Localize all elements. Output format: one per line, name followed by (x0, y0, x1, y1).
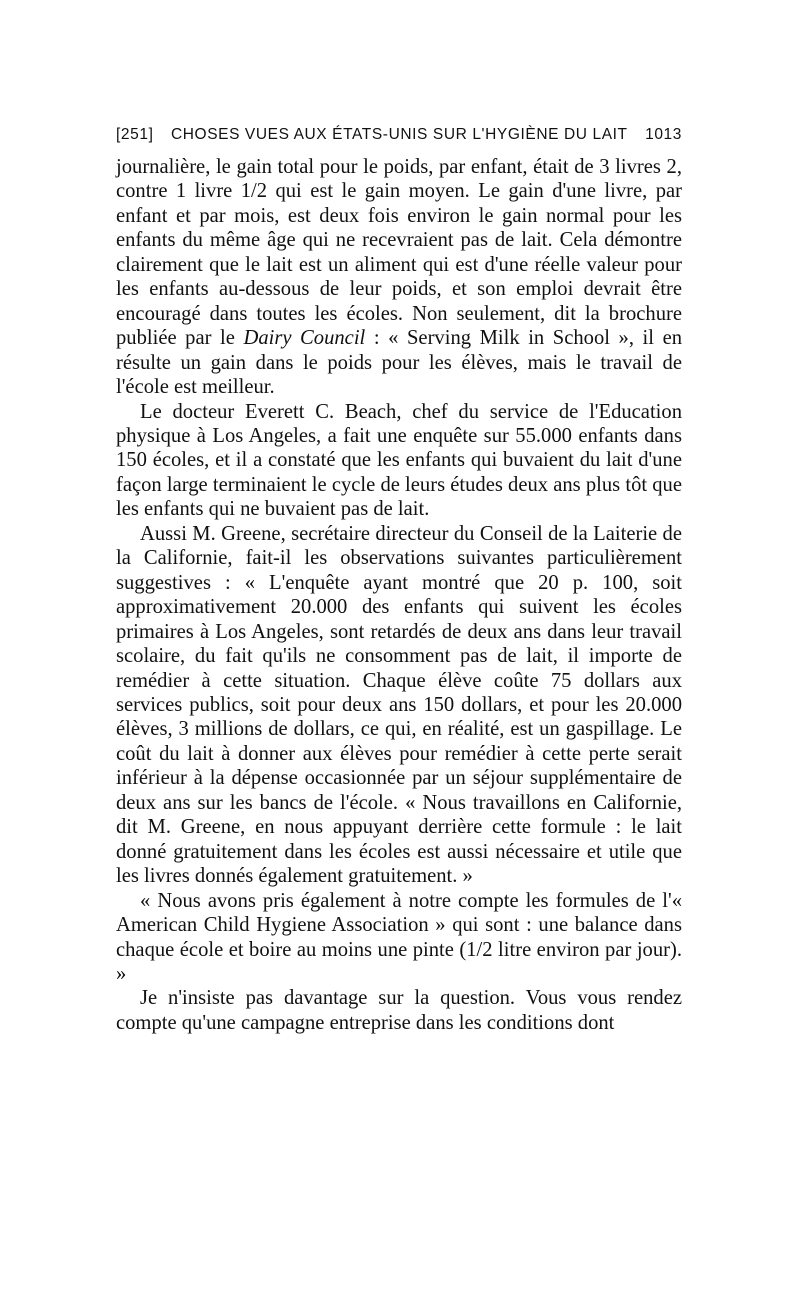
paragraph-2: Le docteur Everett C. Beach, chef du service de l'Education physique à Los Angeles, a fait une enquête sur 55.000 enfants dans 150 écoles, et il a constaté que les enfants qui buvaient du lait d'une façon large terminaient le cycle de leurs études deux ans plus tôt que les enfants qui ne buvaient pas de lait. (116, 400, 682, 521)
section-reference: [251] (116, 126, 154, 143)
paragraph-1 (116, 155, 682, 400)
paragraph-1-text-end: : « Serving Milk in School », il en résulte un gain dans le poids pour les élèves, mais le travail de l'école est meilleur. (116, 327, 683, 399)
paragraph-5: Je n'insiste pas davantage sur la question. Vous vous rendez compte qu'une campagne entreprise dans les conditions dont (116, 987, 682, 1034)
body-text (116, 155, 682, 1035)
dairy-council-title: Dairy Council (243, 327, 366, 350)
running-header (116, 126, 682, 144)
paragraph-3: Aussi M. Greene, secrétaire directeur du Conseil de la Laiterie de la Californie, fait-il les observations suivantes particulièrement suggestives : « L'enquête ayant montré que 20 p. 100, soit approximativement 20.000 des enfants qui suivent les écoles primaires à Los Angeles, sont retardés de deux ans dans leur travail scolaire, du fait qu'ils ne consomment pas de lait, il importe de remédier à cette situation. Chaque élève coûte 75 dollars aux services publics, soit pour deux ans 150 dollars, et pour les 20.000 élèves, 3 millions de dollars, ce qui, en réalité, est un gaspillage. Le coût du lait à donner aux élèves pour remédier à cette perte serait inférieur à la dépense occasionnée par un séjour supplémentaire de deux ans sur les bancs de l'école. « Nous travaillons en Californie, dit M. Greene, en nous appuyant derrière cette formule : le lait donné gratuitement dans les écoles est aussi nécessaire et utile que les livres donnés également gratuitement. » (116, 522, 682, 888)
running-title: CHOSES VUES AUX ÉTATS-UNIS SUR L'HYGIÈNE DU LAIT (170, 126, 628, 143)
document-page (116, 126, 682, 1035)
paragraph-1-text-start: journalière, le gain total pour le poids, par enfant, était de 3 livres 2, contre 1 livre 1/2 qui est le gain moyen. Le gain d'une livre, par enfant et par mois, est deux fois environ le gain normal pour les enfants du même âge qui ne recevraient pas de lait. Cela démontre clairement que le lait est un aliment qui est d'une réelle valeur pour les enfants au-dessous de leur poids, et son emploi devrait être encouragé dans toutes les écoles. Non seulement, dit la brochure publiée par le (116, 156, 682, 350)
page-number: 1013 (645, 126, 682, 143)
paragraph-4: « Nous avons pris également à notre compte les formules de l'« American Child Hygiene Association » qui sont : une balance dans chaque école et boire au moins une pinte (1/2 litre environ par jour). » (116, 889, 682, 985)
